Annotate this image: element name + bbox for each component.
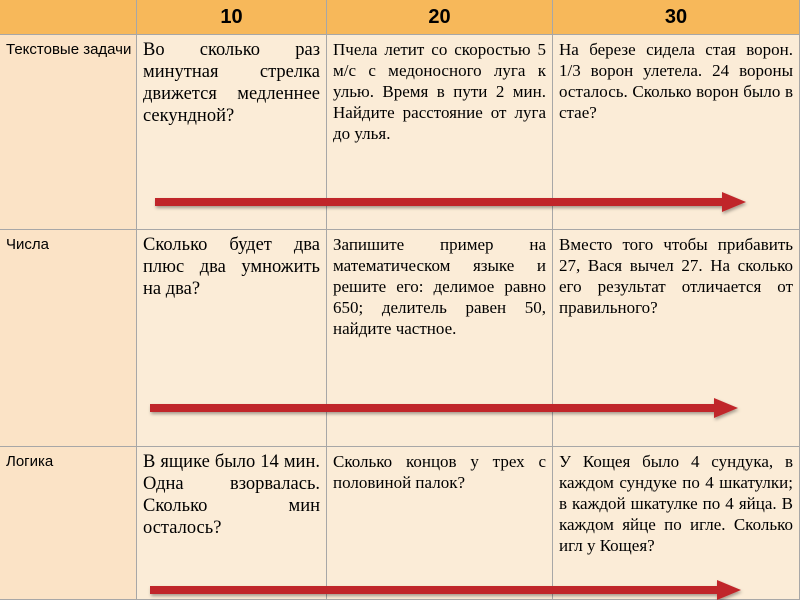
task-cell: Сколько концов у трех с половиной палок? <box>327 447 553 600</box>
task-cell: Сколько будет два плюс два умножить на два? <box>137 230 327 447</box>
header-col-20: 20 <box>327 0 553 35</box>
row-label-logic: Логика <box>0 447 137 600</box>
task-cell: Пчела летит со скоростью 5 м/с с медоносного луга к улью. Время в пути 2 мин. Найдите расстояние от луга до улья. <box>327 35 553 230</box>
task-cell: Во сколько раз минутная стрелка движется медленнее секундной? <box>137 35 327 230</box>
header-col-10: 10 <box>137 0 327 35</box>
arrow-row-1 <box>155 192 746 212</box>
task-cell: Вместо того чтобы прибавить 27, Вася вычел 27. На сколько его результат отличается от правильного? <box>553 230 800 447</box>
task-cell: На березе сидела стая ворон. 1/3 ворон улетела. 24 вороны осталось. Сколько ворон было в стае? <box>553 35 800 230</box>
task-cell: У Кощея было 4 сундука, в каждом сундуке по 4 шкатулки; в каждой шкатулке по 4 яйца. В каждом яйце по игле. Сколько игл у Кощея? <box>553 447 800 600</box>
task-cell: Запишите пример на математическом языке и решите его: делимое равно 650; делитель равен 50, найдите частное. <box>327 230 553 447</box>
row-label-numbers: Числа <box>0 230 137 447</box>
header-col-30: 30 <box>553 0 800 35</box>
arrow-row-2 <box>150 398 738 418</box>
task-cell: В ящике было 14 мин. Одна взорвалась. Сколько мин осталось? <box>137 447 327 600</box>
arrow-row-3 <box>150 580 741 600</box>
row-label-text-tasks: Текстовые задачи <box>0 35 137 230</box>
